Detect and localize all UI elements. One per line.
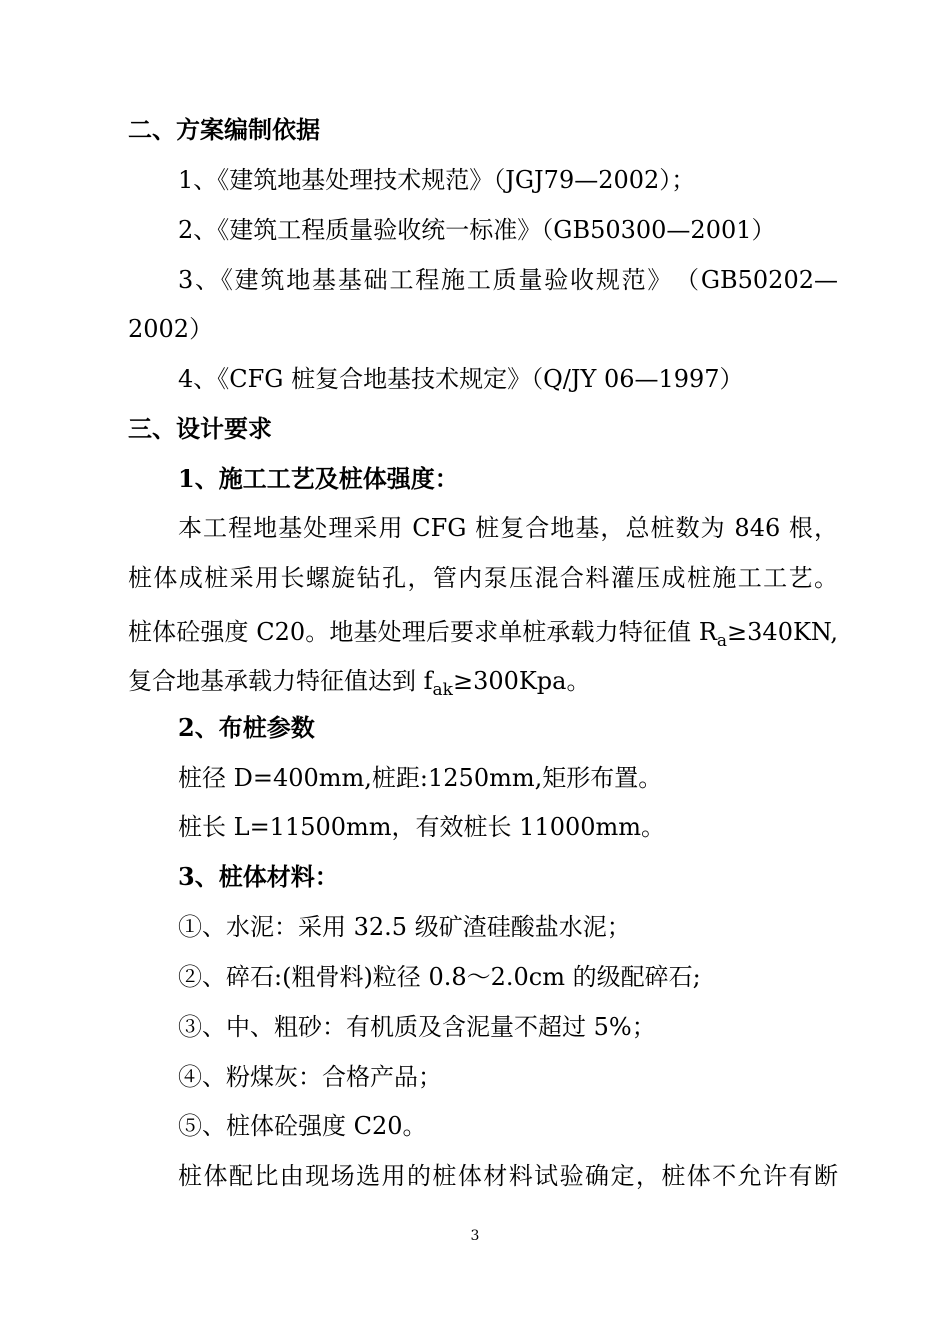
ra-subscript: a (716, 631, 728, 651)
material-item-5: ⑤、桩体砼强度 C20。 (178, 1112, 427, 1140)
process-line-3 (128, 616, 838, 651)
basis-item-2: 2、《建筑工程质量验收统一标准》（GB50300—2001） (178, 216, 776, 244)
section-heading-design: 三、设计要求 (128, 414, 272, 443)
process-line-4-value: ≥300Kpa。 (452, 667, 591, 695)
process-line-2: 桩体成桩采用长螺旋钻孔，管内泵压混合料灌压成桩施工工艺。 (128, 564, 838, 592)
layout-line-1: 桩径 D=400mm,桩距:1250mm,矩形布置。 (178, 764, 663, 792)
layout-line-2: 桩长 L=11500mm，有效桩长 11000mm。 (178, 813, 666, 841)
basis-item-4: 4、《CFG 桩复合地基技术规定》（Q/JY 06—1997） (178, 365, 744, 393)
subheading-layout: 2、布桩参数 (178, 713, 315, 742)
process-line-3-value: ≥340KN, (727, 618, 838, 646)
process-line-4-text: 复合地基承载力特征值达到 f (128, 667, 433, 695)
section-heading-basis: 二、方案编制依据 (128, 115, 320, 144)
materials-closing-line: 桩体配比由现场选用的桩体材料试验确定，桩体不允许有断 (178, 1162, 838, 1190)
basis-item-1: 1、《建筑地基处理技术规范》（JGJ79—2002）； (178, 166, 696, 194)
material-item-1: ①、水泥：采用 32.5 级矿渣硅酸盐水泥； (178, 913, 631, 941)
material-item-4: ④、粉煤灰：合格产品； (178, 1063, 442, 1091)
process-line-3-text: 桩体砼强度 C20。地基处理后要求单桩承载力特征值 R (128, 618, 717, 646)
material-item-3: ③、中、粗砂：有机质及含泥量不超过 5%； (178, 1013, 656, 1041)
subheading-process: 1、施工工艺及桩体强度： (178, 464, 459, 493)
page-number: 3 (470, 1228, 480, 1244)
material-item-2: ②、碎石:(粗骨料)粒径 0.8～2.0cm 的级配碎石; (178, 963, 701, 991)
subheading-materials: 3、桩体材料： (178, 862, 339, 891)
basis-item-3-continued: 2002） (128, 315, 214, 343)
basis-item-3: 3、《建筑地基基础工程施工质量验收规范》 （GB50202— (178, 266, 838, 294)
process-line-1: 本工程地基处理采用 CFG 桩复合地基，总桩数为 846 根， (178, 514, 838, 542)
fak-subscript: ak (432, 680, 453, 700)
process-line-4 (128, 665, 838, 700)
